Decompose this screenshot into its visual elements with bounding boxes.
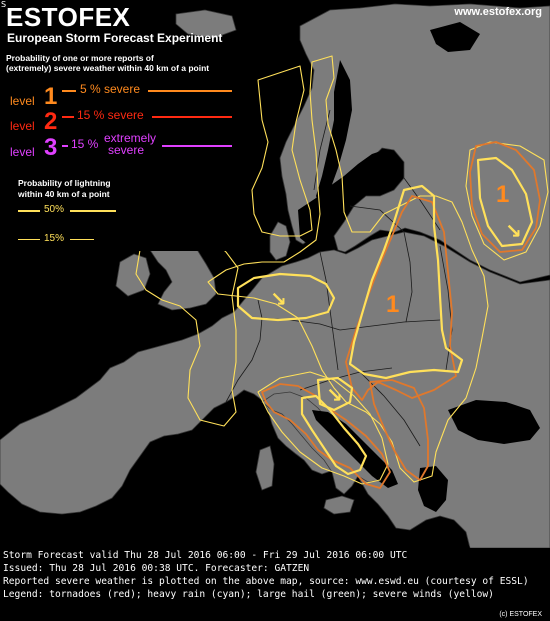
legend-level1-word: level (10, 94, 35, 108)
footer-copyright: (c) ESTOFEX (499, 611, 542, 618)
lightning-icon: ↘ (326, 383, 343, 407)
footer-legend-line: Legend: tornadoes (red); heavy rain (cyan); large hail (green); severe winds (yellow) (3, 589, 494, 600)
legend-lightning15-line-left (18, 239, 40, 240)
legend-level3-line-right (162, 145, 232, 147)
lightning-icon: ↘ (270, 287, 287, 311)
forecast-legend (0, 48, 234, 251)
legend-lightning-heading-line2: within 40 km of a point (18, 189, 110, 199)
legend-level3-word: level (10, 145, 35, 159)
legend-lightning50-label: 50% (44, 204, 65, 215)
legend-level1-line-right (148, 90, 232, 92)
legend-lightning50-line-left (18, 210, 40, 212)
footer-source-line: Reported severe weather is plotted on the above map, source: www.eswd.eu (courtesy of ESSL) (3, 576, 529, 587)
legend-level2-line-right (152, 116, 232, 118)
legend-level2-word: level (10, 119, 35, 133)
level1-label-east: 1 (386, 291, 400, 318)
level1-label-northeast: 1 (496, 181, 510, 208)
legend-lightning15-line-right (70, 239, 94, 240)
lightning-icon: ↘ (505, 219, 522, 243)
legend-level3-desc-extremely: extremely (104, 131, 157, 145)
website-url[interactable]: www.estofex.org (454, 6, 542, 18)
legend-level3-desc-severe: severe (108, 143, 145, 157)
legend-prob-heading-line1: Probability of one or more reports of (6, 53, 154, 63)
estofex-logo: ESTOFEX (6, 2, 131, 32)
legend-level2-line-left (62, 116, 74, 118)
legend-level1-desc: 5 % severe (80, 82, 141, 96)
footer-issued-line: Issued: Thu 28 Jul 2016 00:38 UTC. Forecaster: GATZEN (3, 563, 310, 574)
estofex-subtitle: European Storm Forecast Experiment (7, 31, 223, 45)
legend-lightning-heading-line1: Probability of lightning (18, 178, 111, 188)
legend-level3-desc-pct: 15 % (71, 137, 99, 151)
legend-level2-desc: 15 % severe (77, 108, 144, 122)
legend-level1-line-left (62, 90, 76, 92)
legend-level3-line-left (62, 145, 68, 147)
legend-level2-number: 2 (44, 108, 58, 135)
legend-lightning50-line-right (70, 210, 116, 212)
corner-mark: S (1, 0, 7, 9)
legend-level1-number: 1 (44, 83, 58, 110)
legend-level3-number: 3 (44, 134, 58, 161)
footer-valid-line: Storm Forecast valid Thu 28 Jul 2016 06:00 - Fri 29 Jul 2016 06:00 UTC (3, 550, 408, 561)
forecast-footer (0, 548, 550, 621)
legend-prob-heading-line2: (extremely) severe weather within 40 km of a point (6, 63, 210, 73)
legend-lightning15-label: 15% (44, 233, 65, 244)
